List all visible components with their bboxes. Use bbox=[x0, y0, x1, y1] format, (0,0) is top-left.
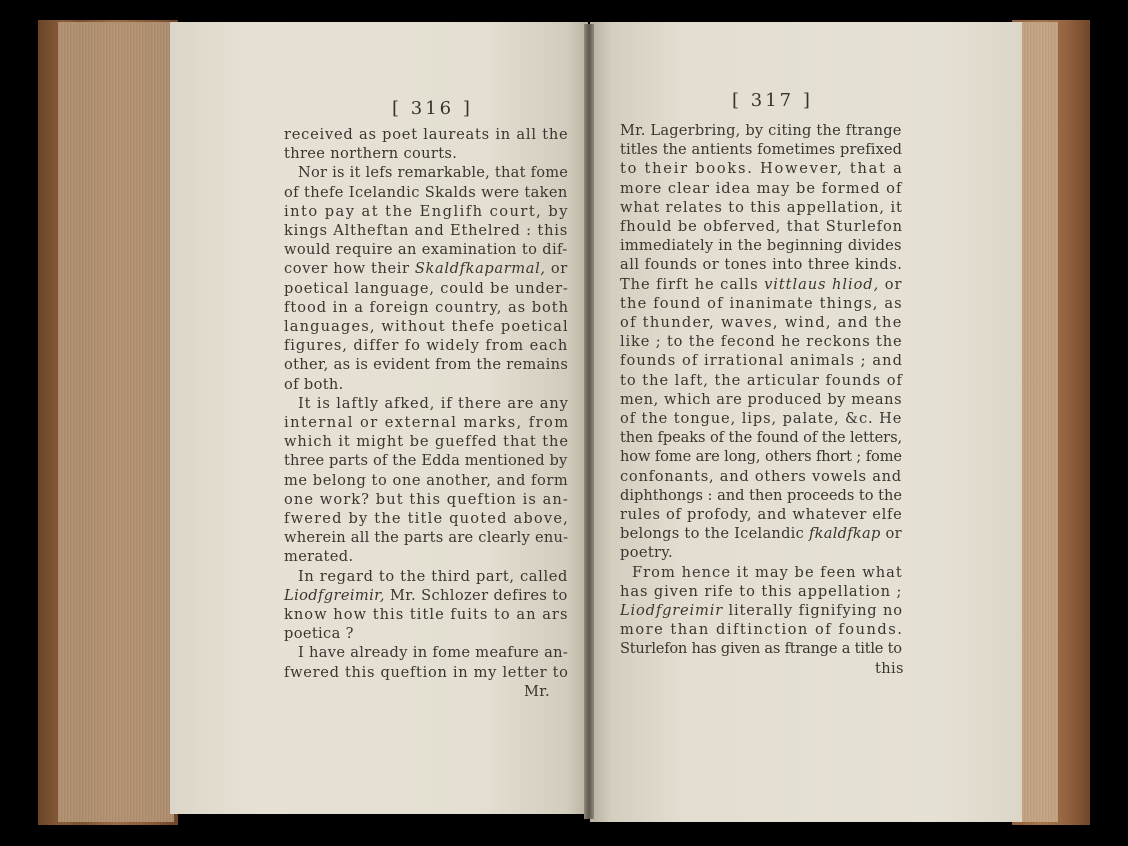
text-run: belongs to the Icelandic bbox=[620, 525, 809, 543]
text-line bbox=[284, 663, 569, 681]
text-run: fhould be obferved, that Sturlefon bbox=[620, 218, 903, 235]
text-line bbox=[284, 627, 354, 642]
text-run: Mr. Lagerbring, by citing the ftrange bbox=[620, 122, 902, 139]
text-line bbox=[620, 143, 902, 158]
text-line bbox=[620, 431, 902, 446]
text-line bbox=[620, 486, 903, 504]
text-line bbox=[620, 450, 902, 465]
text-line bbox=[632, 563, 903, 581]
text-run: diphthongs : and then proceeds to the bbox=[620, 486, 903, 504]
italic-term: Liodfgreimir bbox=[620, 602, 724, 619]
text-run: men, which are produced by means bbox=[620, 390, 903, 408]
italic-term: fkaldfkap bbox=[808, 525, 881, 543]
text-line bbox=[620, 198, 903, 216]
text-run: wherein all the parts are clearly enu- bbox=[284, 529, 569, 547]
text-run: this bbox=[875, 659, 904, 677]
text-run: titles the antients fometimes prefixed bbox=[620, 141, 903, 159]
text-run: all founds or tones into three kinds. bbox=[620, 256, 903, 274]
text-line bbox=[620, 179, 903, 197]
text-line bbox=[620, 335, 902, 350]
text-run: It is laftly afked, if there are any bbox=[298, 394, 569, 412]
text-line bbox=[284, 490, 569, 508]
text-line bbox=[620, 623, 903, 638]
text-run: literally fignifying no bbox=[723, 602, 903, 619]
text-line bbox=[620, 239, 902, 254]
text-run: poetry. bbox=[620, 544, 673, 562]
text-line bbox=[620, 467, 902, 485]
text-run: Sturlefon has given as ftrange a title to bbox=[620, 640, 902, 658]
text-line bbox=[284, 358, 568, 373]
text-line bbox=[620, 258, 902, 273]
text-run: more than diftinction of founds. bbox=[620, 621, 904, 639]
text-line bbox=[284, 243, 568, 258]
left-page bbox=[170, 22, 588, 814]
text-line bbox=[620, 527, 902, 542]
italic-term: Liodfgreimir, bbox=[284, 586, 385, 604]
text-run: Mr. Schlozer defires to bbox=[384, 586, 568, 604]
text-run: has given rife to this appellation ; bbox=[620, 582, 903, 600]
left-page-block bbox=[58, 22, 174, 822]
text-run: merated. bbox=[284, 548, 354, 566]
text-run: internal or external marks, from bbox=[284, 414, 570, 431]
text-run: or bbox=[545, 260, 568, 278]
text-line bbox=[284, 375, 344, 393]
text-line bbox=[620, 582, 903, 600]
text-line bbox=[284, 279, 569, 297]
text-line bbox=[284, 435, 569, 450]
text-run: In regard to the third part, called bbox=[298, 567, 569, 585]
text-line bbox=[620, 275, 903, 293]
text-run: fwered by the title quoted above, bbox=[284, 510, 569, 527]
right-page-block bbox=[1018, 22, 1058, 822]
text-run: kings Altheftan and Ethelred : this bbox=[284, 222, 569, 239]
text-run: The firft he calls bbox=[620, 275, 765, 293]
text-line bbox=[298, 646, 568, 661]
italic-term: vittlaus hliod, bbox=[764, 275, 880, 293]
text-run: rules of profody, and whatever elfe bbox=[620, 506, 903, 523]
text-run: what relates to this appellation, it bbox=[620, 198, 903, 216]
text-line bbox=[284, 202, 569, 220]
text-run: one work? but this queftion is an- bbox=[284, 490, 569, 508]
text-run: of both. bbox=[284, 375, 344, 393]
text-line bbox=[298, 567, 569, 585]
text-line bbox=[284, 512, 569, 527]
text-line bbox=[620, 354, 903, 369]
text-run: confonants, and others vowels and bbox=[620, 467, 902, 485]
text-run: I have already in fome meafure an- bbox=[298, 644, 569, 662]
text-run: of thefe Icelandic Skalds were taken bbox=[284, 183, 568, 201]
text-line bbox=[284, 586, 568, 604]
text-run: figures, differ fo widely from each bbox=[284, 337, 569, 355]
text-run: to the laft, the articular founds of bbox=[620, 371, 903, 389]
text-run: three northern courts. bbox=[284, 145, 458, 163]
text-run: From hence it may be feen what bbox=[632, 563, 903, 581]
text-line bbox=[284, 416, 570, 431]
text-run: which it might be gueffed that the bbox=[284, 433, 569, 451]
text-line bbox=[620, 220, 903, 235]
book-gutter bbox=[584, 24, 594, 819]
text-run: would require an examination to dif- bbox=[284, 241, 568, 259]
text-run: into pay at the Englifh court, by bbox=[284, 202, 569, 220]
text-run: poetical language, could be under- bbox=[284, 279, 569, 297]
text-line bbox=[620, 294, 903, 312]
text-line bbox=[875, 659, 904, 677]
text-run: how fome are long, others fhort ; fome bbox=[620, 448, 902, 466]
page-number-right: [ 317 ] bbox=[732, 90, 813, 111]
text-run: more clear idea may be formed of bbox=[620, 179, 903, 197]
text-run: founds of irrational animals ; and bbox=[620, 352, 904, 370]
text-line bbox=[298, 394, 569, 412]
text-run: ftood in a foreign country, as both bbox=[284, 298, 569, 316]
text-run: Mr. bbox=[524, 682, 551, 700]
text-line bbox=[284, 320, 569, 335]
text-run: poetica ? bbox=[284, 625, 354, 643]
text-run: immediately in the beginning divides bbox=[620, 237, 902, 255]
text-line bbox=[284, 339, 568, 354]
text-run: cover how their bbox=[284, 260, 415, 278]
text-line bbox=[284, 262, 568, 277]
text-run: other, as is evident from the remains bbox=[284, 356, 569, 374]
italic-term: Skaldfkaparmal, bbox=[414, 260, 546, 278]
text-line bbox=[284, 183, 568, 201]
text-line bbox=[284, 454, 567, 469]
text-run: fwered this queftion in my letter to bbox=[284, 663, 569, 681]
text-line bbox=[284, 471, 569, 489]
text-line bbox=[298, 166, 568, 181]
text-line bbox=[620, 371, 903, 389]
text-run: of the tongue, lips, palate, &c. He bbox=[620, 410, 903, 427]
text-run: Nor is it lefs remarkable, that fome bbox=[298, 164, 569, 182]
text-run: the found of inanimate things, as bbox=[620, 294, 903, 312]
text-run: languages, without thefe poetical bbox=[284, 318, 569, 335]
text-line bbox=[620, 412, 902, 427]
text-run: to their books. However, that a bbox=[620, 160, 904, 178]
text-run: of thunder, waves, wind, and the bbox=[620, 314, 903, 331]
text-line bbox=[620, 642, 902, 657]
text-run: know how this title fuits to an ars bbox=[284, 606, 569, 623]
text-line bbox=[620, 162, 904, 177]
text-run: three parts of the Edda mentioned by bbox=[284, 452, 568, 470]
text-line bbox=[620, 604, 903, 619]
text-line bbox=[620, 316, 903, 331]
text-run: like ; to the fecond he reckons the bbox=[620, 333, 903, 351]
text-run: then fpeaks of the found of the letters, bbox=[620, 429, 903, 447]
text-line bbox=[284, 608, 568, 623]
text-line bbox=[620, 546, 673, 561]
text-line bbox=[284, 550, 353, 565]
text-run: or bbox=[880, 525, 902, 543]
text-run: received as poet laureats in all the bbox=[284, 126, 569, 143]
text-line bbox=[284, 128, 568, 143]
text-line bbox=[284, 298, 569, 316]
page-number-left: [ 316 ] bbox=[392, 98, 473, 119]
text-run: me belong to one another, and form bbox=[284, 471, 569, 489]
text-line bbox=[524, 682, 551, 700]
text-line bbox=[284, 224, 568, 239]
text-line bbox=[284, 531, 568, 546]
text-line bbox=[620, 390, 903, 408]
text-line bbox=[620, 508, 902, 523]
right-page bbox=[590, 22, 1022, 822]
text-run: or bbox=[879, 275, 903, 293]
text-line bbox=[620, 124, 902, 139]
text-line bbox=[284, 147, 457, 162]
